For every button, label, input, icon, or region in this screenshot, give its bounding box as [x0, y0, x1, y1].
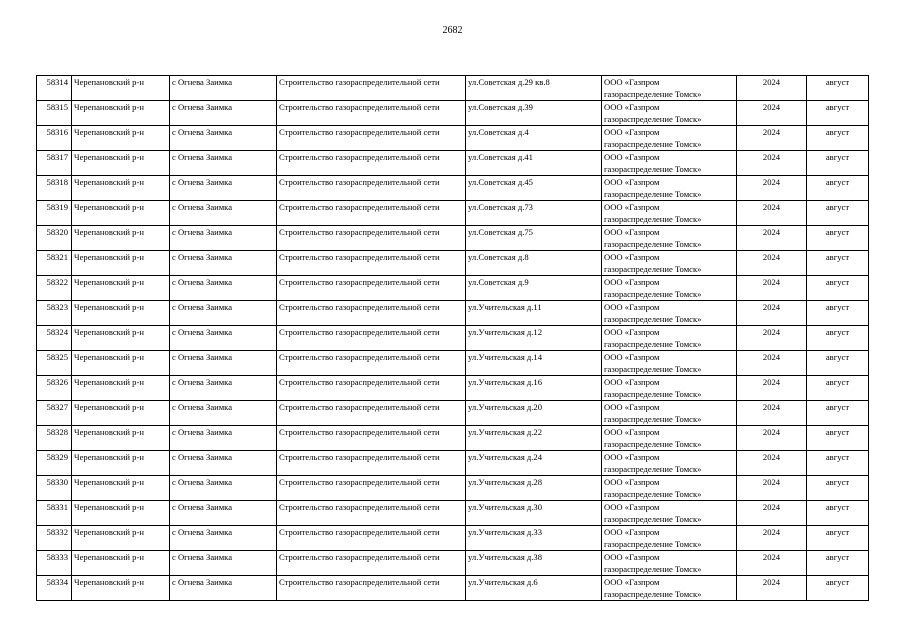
month-cell: август — [807, 101, 869, 126]
address-cell: ул.Советская д.29 кв.8 — [466, 76, 602, 101]
table-row — [37, 551, 869, 576]
work-type-cell: Строительство газораспределительной сети — [277, 301, 466, 326]
year-cell: 2024 — [737, 151, 807, 176]
settlement-cell: с Огнева Заимка — [170, 251, 277, 276]
table-row — [37, 576, 869, 601]
year-cell: 2024 — [737, 376, 807, 401]
district-cell: Черепановский р-н — [72, 451, 170, 476]
record-number-cell: 58318 — [37, 176, 72, 201]
record-number-cell: 58332 — [37, 526, 72, 551]
settlement-cell: с Огнева Заимка — [170, 301, 277, 326]
organization-line: газораспределение Томск» — [604, 589, 702, 599]
organization-line: газораспределение Томск» — [604, 514, 702, 524]
organization-line: ООО «Газпром — [604, 202, 660, 212]
work-type-cell: Строительство газораспределительной сети — [277, 226, 466, 251]
record-number-cell: 58327 — [37, 401, 72, 426]
organization-cell — [602, 176, 737, 201]
work-type-cell: Строительство газораспределительной сети — [277, 476, 466, 501]
record-number-cell: 58331 — [37, 501, 72, 526]
month-cell: август — [807, 426, 869, 451]
year-cell: 2024 — [737, 276, 807, 301]
month-cell: август — [807, 451, 869, 476]
organization-cell — [602, 376, 737, 401]
settlement-cell: с Огнева Заимка — [170, 76, 277, 101]
organization-line: газораспределение Томск» — [604, 414, 702, 424]
month-cell: август — [807, 76, 869, 101]
work-type-cell: Строительство газораспределительной сети — [277, 576, 466, 601]
organization-line: газораспределение Томск» — [604, 464, 702, 474]
address-cell: ул.Учительская д.28 — [466, 476, 602, 501]
organization-cell — [602, 126, 737, 151]
table-row — [37, 251, 869, 276]
organization-line: газораспределение Томск» — [604, 339, 702, 349]
address-cell: ул.Учительская д.12 — [466, 326, 602, 351]
year-cell: 2024 — [737, 201, 807, 226]
work-type-cell: Строительство газораспределительной сети — [277, 176, 466, 201]
year-cell: 2024 — [737, 526, 807, 551]
address-cell: ул.Советская д.8 — [466, 251, 602, 276]
address-cell: ул.Советская д.45 — [466, 176, 602, 201]
organization-line: ООО «Газпром — [604, 227, 660, 237]
month-cell: август — [807, 476, 869, 501]
organization-line: газораспределение Томск» — [604, 114, 702, 124]
organization-line: ООО «Газпром — [604, 402, 660, 412]
organization-line: газораспределение Томск» — [604, 214, 702, 224]
settlement-cell: с Огнева Заимка — [170, 526, 277, 551]
organization-cell — [602, 201, 737, 226]
work-type-cell: Строительство газораспределительной сети — [277, 201, 466, 226]
month-cell: август — [807, 376, 869, 401]
month-cell: август — [807, 176, 869, 201]
table-row — [37, 526, 869, 551]
work-type-cell: Строительство газораспределительной сети — [277, 351, 466, 376]
year-cell: 2024 — [737, 451, 807, 476]
work-type-cell: Строительство газораспределительной сети — [277, 551, 466, 576]
table-row — [37, 351, 869, 376]
table-row — [37, 101, 869, 126]
work-type-cell: Строительство газораспределительной сети — [277, 101, 466, 126]
address-cell: ул.Советская д.73 — [466, 201, 602, 226]
settlement-cell: с Огнева Заимка — [170, 326, 277, 351]
settlement-cell: с Огнева Заимка — [170, 501, 277, 526]
record-number-cell: 58314 — [37, 76, 72, 101]
record-number-cell: 58325 — [37, 351, 72, 376]
organization-cell — [602, 426, 737, 451]
organization-cell — [602, 251, 737, 276]
address-cell: ул.Учительская д.30 — [466, 501, 602, 526]
table-row — [37, 476, 869, 501]
record-number-cell: 58328 — [37, 426, 72, 451]
settlement-cell: с Огнева Заимка — [170, 226, 277, 251]
table-row — [37, 451, 869, 476]
year-cell: 2024 — [737, 251, 807, 276]
district-cell: Черепановский р-н — [72, 401, 170, 426]
record-number-cell: 58322 — [37, 276, 72, 301]
record-number-cell: 58333 — [37, 551, 72, 576]
work-type-cell: Строительство газораспределительной сети — [277, 76, 466, 101]
organization-line: ООО «Газпром — [604, 302, 660, 312]
organization-line: газораспределение Томск» — [604, 539, 702, 549]
settlement-cell: с Огнева Заимка — [170, 576, 277, 601]
month-cell: август — [807, 276, 869, 301]
address-cell: ул.Советская д.75 — [466, 226, 602, 251]
work-type-cell: Строительство газораспределительной сети — [277, 251, 466, 276]
address-cell: ул.Учительская д.11 — [466, 301, 602, 326]
organization-line: газораспределение Томск» — [604, 489, 702, 499]
table-row — [37, 226, 869, 251]
organization-cell — [602, 401, 737, 426]
record-number-cell: 58330 — [37, 476, 72, 501]
settlement-cell: с Огнева Заимка — [170, 451, 277, 476]
table-row — [37, 326, 869, 351]
year-cell: 2024 — [737, 176, 807, 201]
work-type-cell: Строительство газораспределительной сети — [277, 501, 466, 526]
settlement-cell: с Огнева Заимка — [170, 551, 277, 576]
organization-cell — [602, 151, 737, 176]
organization-line: газораспределение Томск» — [604, 139, 702, 149]
month-cell: август — [807, 251, 869, 276]
year-cell: 2024 — [737, 101, 807, 126]
address-cell: ул.Учительская д.20 — [466, 401, 602, 426]
organization-cell — [602, 451, 737, 476]
month-cell: август — [807, 126, 869, 151]
page-number: 2682 — [442, 25, 463, 36]
year-cell: 2024 — [737, 76, 807, 101]
settlement-cell: с Огнева Заимка — [170, 176, 277, 201]
work-type-cell: Строительство газораспределительной сети — [277, 526, 466, 551]
district-cell: Черепановский р-н — [72, 351, 170, 376]
organization-cell — [602, 101, 737, 126]
year-cell: 2024 — [737, 351, 807, 376]
registry-table-body — [37, 76, 869, 601]
table-row — [37, 401, 869, 426]
district-cell: Черепановский р-н — [72, 376, 170, 401]
organization-line: газораспределение Томск» — [604, 189, 702, 199]
district-cell: Черепановский р-н — [72, 226, 170, 251]
organization-line: ООО «Газпром — [604, 452, 660, 462]
record-number-cell: 58329 — [37, 451, 72, 476]
organization-line: газораспределение Томск» — [604, 289, 702, 299]
organization-cell — [602, 326, 737, 351]
organization-line: газораспределение Томск» — [604, 164, 702, 174]
organization-line: ООО «Газпром — [604, 277, 660, 287]
work-type-cell: Строительство газораспределительной сети — [277, 426, 466, 451]
work-type-cell: Строительство газораспределительной сети — [277, 326, 466, 351]
table-row — [37, 501, 869, 526]
table-row — [37, 151, 869, 176]
work-type-cell: Строительство газораспределительной сети — [277, 276, 466, 301]
organization-line: газораспределение Томск» — [604, 239, 702, 249]
year-cell: 2024 — [737, 426, 807, 451]
organization-line: ООО «Газпром — [604, 577, 660, 587]
year-cell: 2024 — [737, 576, 807, 601]
year-cell: 2024 — [737, 476, 807, 501]
district-cell: Черепановский р-н — [72, 326, 170, 351]
table-row — [37, 301, 869, 326]
settlement-cell: с Огнева Заимка — [170, 426, 277, 451]
table-row — [37, 126, 869, 151]
organization-cell — [602, 351, 737, 376]
work-type-cell: Строительство газораспределительной сети — [277, 151, 466, 176]
district-cell: Черепановский р-н — [72, 501, 170, 526]
settlement-cell: с Огнева Заимка — [170, 401, 277, 426]
organization-cell — [602, 276, 737, 301]
address-cell: ул.Учительская д.22 — [466, 426, 602, 451]
year-cell: 2024 — [737, 126, 807, 151]
organization-line: ООО «Газпром — [604, 552, 660, 562]
district-cell: Черепановский р-н — [72, 251, 170, 276]
month-cell: август — [807, 301, 869, 326]
organization-line: ООО «Газпром — [604, 377, 660, 387]
address-cell: ул.Учительская д.14 — [466, 351, 602, 376]
record-number-cell: 58319 — [37, 201, 72, 226]
work-type-cell: Строительство газораспределительной сети — [277, 126, 466, 151]
record-number-cell: 58334 — [37, 576, 72, 601]
organization-line: ООО «Газпром — [604, 327, 660, 337]
organization-line: газораспределение Томск» — [604, 389, 702, 399]
table-row — [37, 201, 869, 226]
district-cell: Черепановский р-н — [72, 426, 170, 451]
year-cell: 2024 — [737, 226, 807, 251]
work-type-cell: Строительство газораспределительной сети — [277, 376, 466, 401]
month-cell: август — [807, 551, 869, 576]
month-cell: август — [807, 501, 869, 526]
address-cell: ул.Учительская д.38 — [466, 551, 602, 576]
address-cell: ул.Советская д.4 — [466, 126, 602, 151]
organization-line: ООО «Газпром — [604, 127, 660, 137]
organization-cell — [602, 551, 737, 576]
district-cell: Черепановский р-н — [72, 151, 170, 176]
month-cell: август — [807, 401, 869, 426]
record-number-cell: 58324 — [37, 326, 72, 351]
month-cell: август — [807, 226, 869, 251]
registry-table — [36, 75, 869, 601]
month-cell: август — [807, 576, 869, 601]
organization-cell — [602, 226, 737, 251]
table-row — [37, 76, 869, 101]
year-cell: 2024 — [737, 501, 807, 526]
record-number-cell: 58326 — [37, 376, 72, 401]
table-row — [37, 176, 869, 201]
address-cell: ул.Советская д.41 — [466, 151, 602, 176]
work-type-cell: Строительство газораспределительной сети — [277, 401, 466, 426]
settlement-cell: с Огнева Заимка — [170, 376, 277, 401]
settlement-cell: с Огнева Заимка — [170, 276, 277, 301]
district-cell: Черепановский р-н — [72, 176, 170, 201]
settlement-cell: с Огнева Заимка — [170, 476, 277, 501]
year-cell: 2024 — [737, 326, 807, 351]
district-cell: Черепановский р-н — [72, 576, 170, 601]
organization-line: газораспределение Томск» — [604, 439, 702, 449]
address-cell: ул.Учительская д.16 — [466, 376, 602, 401]
table-row — [37, 376, 869, 401]
address-cell: ул.Учительская д.33 — [466, 526, 602, 551]
settlement-cell: с Огнева Заимка — [170, 201, 277, 226]
record-number-cell: 58315 — [37, 101, 72, 126]
record-number-cell: 58320 — [37, 226, 72, 251]
table-row — [37, 276, 869, 301]
settlement-cell: с Огнева Заимка — [170, 151, 277, 176]
month-cell: август — [807, 326, 869, 351]
organization-line: газораспределение Томск» — [604, 564, 702, 574]
organization-line: ООО «Газпром — [604, 477, 660, 487]
district-cell: Черепановский р-н — [72, 126, 170, 151]
district-cell: Черепановский р-н — [72, 476, 170, 501]
district-cell: Черепановский р-н — [72, 551, 170, 576]
district-cell: Черепановский р-н — [72, 76, 170, 101]
table-row — [37, 426, 869, 451]
settlement-cell: с Огнева Заимка — [170, 351, 277, 376]
month-cell: август — [807, 351, 869, 376]
month-cell: август — [807, 526, 869, 551]
organization-cell — [602, 476, 737, 501]
month-cell: август — [807, 151, 869, 176]
organization-line: газораспределение Томск» — [604, 314, 702, 324]
year-cell: 2024 — [737, 551, 807, 576]
organization-cell — [602, 501, 737, 526]
organization-line: ООО «Газпром — [604, 502, 660, 512]
settlement-cell: с Огнева Заимка — [170, 101, 277, 126]
organization-line: газораспределение Томск» — [604, 364, 702, 374]
organization-line: ООО «Газпром — [604, 152, 660, 162]
year-cell: 2024 — [737, 401, 807, 426]
organization-cell — [602, 526, 737, 551]
organization-line: газораспределение Томск» — [604, 89, 702, 99]
district-cell: Черепановский р-н — [72, 101, 170, 126]
address-cell: ул.Учительская д.24 — [466, 451, 602, 476]
address-cell: ул.Советская д.39 — [466, 101, 602, 126]
organization-line: ООО «Газпром — [604, 352, 660, 362]
district-cell: Черепановский р-н — [72, 301, 170, 326]
address-cell: ул.Учительская д.6 — [466, 576, 602, 601]
district-cell: Черепановский р-н — [72, 201, 170, 226]
organization-line: ООО «Газпром — [604, 177, 660, 187]
organization-line: ООО «Газпром — [604, 527, 660, 537]
organization-cell — [602, 76, 737, 101]
organization-line: ООО «Газпром — [604, 427, 660, 437]
organization-line: ООО «Газпром — [604, 252, 660, 262]
settlement-cell: с Огнева Заимка — [170, 126, 277, 151]
organization-line: ООО «Газпром — [604, 102, 660, 112]
month-cell: август — [807, 201, 869, 226]
organization-cell — [602, 576, 737, 601]
record-number-cell: 58316 — [37, 126, 72, 151]
district-cell: Черепановский р-н — [72, 526, 170, 551]
organization-cell — [602, 301, 737, 326]
organization-line: ООО «Газпром — [604, 77, 660, 87]
year-cell: 2024 — [737, 301, 807, 326]
district-cell: Черепановский р-н — [72, 276, 170, 301]
address-cell: ул.Советская д.9 — [466, 276, 602, 301]
record-number-cell: 58317 — [37, 151, 72, 176]
record-number-cell: 58323 — [37, 301, 72, 326]
record-number-cell: 58321 — [37, 251, 72, 276]
organization-line: газораспределение Томск» — [604, 264, 702, 274]
work-type-cell: Строительство газораспределительной сети — [277, 451, 466, 476]
